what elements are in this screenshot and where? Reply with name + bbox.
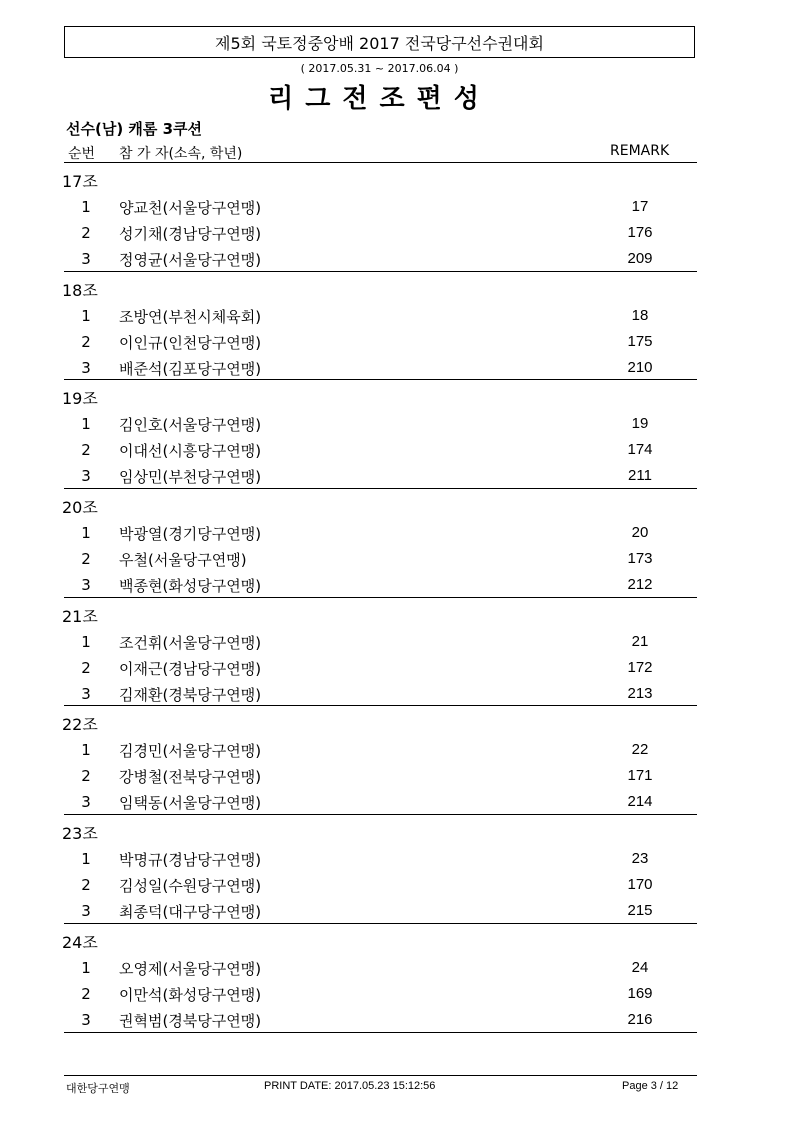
player-remark: 215	[627, 902, 653, 920]
column-header	[64, 141, 697, 163]
player-name: 정영균(서울당구연맹)	[119, 251, 262, 269]
player-row	[64, 520, 697, 546]
player-row	[64, 846, 697, 872]
player-name: 배준석(김포당구연맹)	[119, 359, 262, 378]
player-row	[64, 872, 697, 898]
player-number: 2	[81, 332, 91, 351]
group-name: 23조	[62, 824, 98, 844]
group-block	[64, 598, 697, 707]
player-number: 2	[81, 767, 91, 786]
tournament-title-box	[64, 26, 695, 58]
group-block	[64, 924, 697, 1033]
player-row	[64, 655, 697, 681]
player-remark: 212	[627, 576, 653, 594]
player-number: 1	[81, 850, 91, 869]
player-row	[64, 355, 697, 381]
player-number: 2	[81, 984, 91, 1003]
player-row	[64, 737, 697, 763]
player-name: 임택동(서울당구연맹)	[119, 794, 262, 813]
player-number: 3	[81, 358, 91, 377]
player-row	[64, 981, 697, 1007]
player-row	[64, 303, 697, 329]
player-remark: 216	[627, 1010, 653, 1028]
player-remark: 18	[631, 306, 649, 324]
player-name: 임상민(부천당구연맹)	[119, 468, 262, 487]
player-number: 2	[81, 658, 91, 677]
player-remark: 171	[627, 767, 653, 785]
player-number: 1	[81, 632, 91, 651]
group-name: 17조	[62, 172, 98, 191]
group-name: 24조	[62, 932, 98, 952]
player-remark: 173	[627, 550, 653, 568]
player-name: 권혁범(경북당구연맹)	[119, 1011, 262, 1030]
group-name: 21조	[62, 606, 98, 626]
player-name: 이인규(인천당구연맹)	[119, 333, 262, 352]
player-number: 1	[81, 306, 91, 325]
player-number: 3	[81, 576, 91, 595]
footer-org: 대한당구연맹	[66, 1083, 130, 1095]
player-name: 조방연(부천시체육회)	[119, 307, 262, 326]
col-remark-header: REMARK	[610, 143, 670, 159]
col-order-header: 순번	[68, 146, 96, 162]
player-name: 양교천(서울당구연맹)	[119, 199, 262, 217]
player-remark: 22	[631, 741, 649, 759]
player-remark: 21	[631, 632, 649, 650]
player-number: 1	[81, 415, 91, 434]
player-row	[64, 955, 697, 981]
group-list	[0, 163, 794, 1033]
group-block	[64, 380, 697, 489]
player-remark: 209	[627, 250, 653, 267]
player-number: 3	[81, 684, 91, 703]
player-number: 3	[81, 1010, 91, 1029]
player-remark: 17	[631, 198, 649, 215]
group-name: 20조	[62, 498, 98, 518]
player-remark: 213	[627, 684, 653, 702]
col-participant-header: 참 가 자(소속, 학년)	[119, 146, 243, 162]
group-block	[64, 489, 697, 598]
player-name: 박명규(경남당구연맹)	[119, 851, 262, 870]
player-row	[64, 194, 697, 220]
player-remark: 23	[631, 850, 649, 868]
player-name: 김경민(서울당구연맹)	[119, 742, 262, 761]
page-title: 리그전조편성	[268, 84, 491, 114]
player-number: 3	[81, 793, 91, 812]
player-name: 강병철(전북당구연맹)	[119, 768, 262, 787]
group-block	[64, 706, 697, 815]
player-row	[64, 629, 697, 655]
player-remark: 175	[627, 332, 653, 350]
player-row	[64, 681, 697, 707]
player-number: 3	[81, 250, 91, 268]
player-row	[64, 572, 697, 598]
player-remark: 24	[631, 958, 649, 976]
group-name: 19조	[62, 389, 98, 409]
player-name: 이만석(화성당구연맹)	[119, 985, 262, 1004]
player-row	[64, 1007, 697, 1033]
player-row	[64, 437, 697, 463]
player-name: 백종현(화성당구연맹)	[119, 577, 262, 596]
group-block	[64, 163, 697, 272]
player-number: 1	[81, 198, 91, 216]
player-row	[64, 546, 697, 572]
section-title: 선수(남) 캐롬 3쿠션	[66, 120, 203, 138]
group-name: 22조	[62, 715, 98, 735]
player-name: 이대선(시흥당구연맹)	[119, 442, 262, 461]
player-row	[64, 411, 697, 437]
footer-divider	[64, 1075, 697, 1076]
group-block	[64, 815, 697, 924]
player-remark: 176	[627, 224, 653, 241]
group-block	[64, 272, 697, 381]
player-row	[64, 898, 697, 924]
player-remark: 169	[627, 984, 653, 1002]
player-remark: 211	[628, 467, 652, 485]
player-name: 이재근(경남당구연맹)	[119, 659, 262, 678]
footer-print-date: PRINT DATE: 2017.05.23 15:12:56	[264, 1080, 436, 1092]
player-name: 김재환(경북당구연맹)	[119, 685, 262, 704]
player-row	[64, 220, 697, 246]
player-remark: 172	[627, 658, 653, 676]
player-name: 박광열(경기당구연맹)	[119, 525, 262, 544]
player-number: 3	[81, 467, 91, 486]
group-name: 18조	[62, 280, 98, 300]
player-name: 김인호(서울당구연맹)	[119, 416, 262, 435]
player-name: 김성일(수원당구연맹)	[119, 877, 262, 896]
player-number: 3	[81, 902, 91, 921]
player-row	[64, 789, 697, 815]
player-name: 오영제(서울당구연맹)	[119, 959, 262, 978]
player-number: 1	[81, 741, 91, 760]
player-remark: 20	[631, 524, 649, 542]
player-row	[64, 329, 697, 355]
player-remark: 174	[627, 441, 653, 459]
player-name: 최종덕(대구당구연맹)	[119, 903, 262, 922]
tournament-title: 제5회 국토정중앙배 2017 전국당구선수권대회	[215, 33, 544, 53]
player-number: 2	[81, 441, 91, 460]
player-remark: 170	[627, 876, 653, 894]
player-row	[64, 463, 697, 489]
player-remark: 210	[627, 358, 653, 376]
player-remark: 214	[627, 793, 653, 811]
player-number: 2	[81, 876, 91, 895]
player-row	[64, 763, 697, 789]
player-remark: 19	[631, 415, 649, 433]
player-number: 2	[81, 224, 91, 242]
player-number: 1	[81, 524, 91, 543]
date-range: ( 2017.05.31 ~ 2017.06.04 )	[300, 62, 459, 75]
player-name: 우철(서울당구연맹)	[119, 551, 247, 570]
player-name: 조건휘(서울당구연맹)	[119, 633, 262, 652]
footer-page-number: Page 3 / 12	[622, 1080, 679, 1092]
player-number: 1	[81, 958, 91, 977]
player-name: 성기채(경남당구연맹)	[119, 225, 262, 243]
player-row	[64, 246, 697, 272]
player-number: 2	[81, 550, 91, 569]
